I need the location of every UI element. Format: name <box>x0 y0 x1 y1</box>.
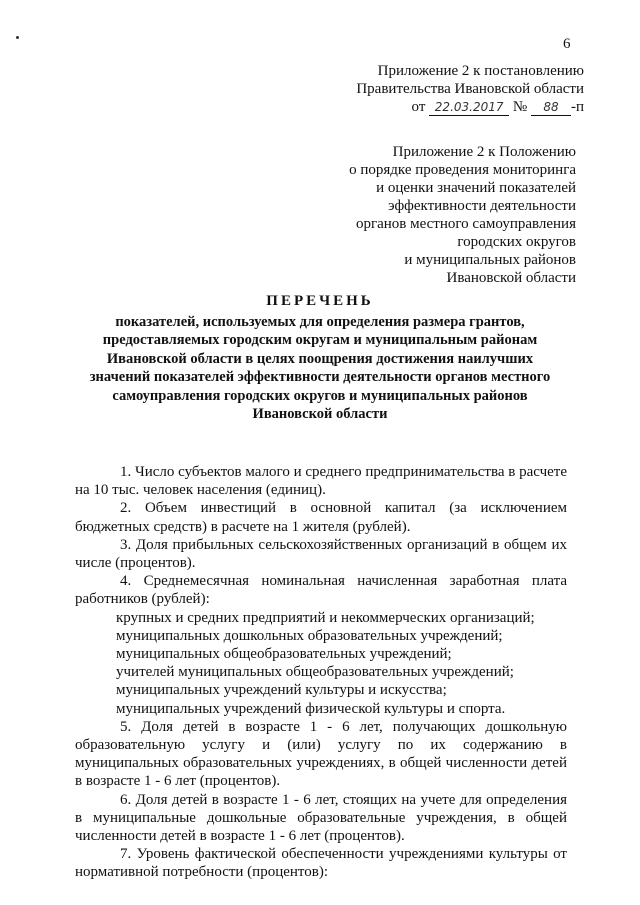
header-line-1: Приложение 2 к постановлению <box>377 63 584 79</box>
sub-header-line: Приложение 2 к Положению <box>392 144 576 160</box>
scan-speck <box>16 36 19 39</box>
salary-subitem: муниципальных дошкольных образовательных учреждений; <box>116 627 503 644</box>
sub-header-line: и оценки значений показателей <box>376 180 576 196</box>
list-item: 3. Доля прибыльных сельскохозяйственных организаций в общем их числе (процентов). <box>75 536 567 572</box>
page-number: 6 <box>563 36 571 52</box>
subtitle-line: показателей, используемых для определения размера грантов, <box>115 314 525 330</box>
sub-header-line: о порядке проведения мониторинга <box>349 162 576 178</box>
handwritten-number: 88 <box>531 100 571 116</box>
salary-subitem: учителей муниципальных общеобразовательных учреждений; <box>116 664 514 681</box>
list-item: 5. Доля детей в возрасте 1 - 6 лет, получающих дошкольную образовательную услугу и (или) услугу по их содержанию в муниципальных образовательных учреждениях, в общей численности детей в возрасте 1 - 6 лет (процентов). <box>75 718 567 790</box>
header-line-date <box>356 98 584 116</box>
indicator-list <box>75 463 567 882</box>
from-label: от <box>411 99 426 115</box>
list-item: 7. Уровень фактической обеспеченности учреждениями культуры от нормативной потребности (процентов): <box>75 846 567 881</box>
list-item: 6. Доля детей в возрасте 1 - 6 лет, стоящих на учете для определения в муниципальные дошкольные образовательные учреждения, в общей численности детей в возрасте 1 - 6 лет (процентов). <box>75 791 567 845</box>
list-item: 2. Объем инвестиций в основной капитал (за исключением бюджетных средств) в расчете на 1 жителя (рублей). <box>75 500 567 535</box>
subtitle-line: самоуправления городских округов и муниципальных районов <box>112 387 528 404</box>
subtitle-line: Ивановской области в целях поощрения достижения наилучших <box>106 350 534 367</box>
subtitle-line: значений показателей эффективности деятельности органов местного <box>89 369 551 386</box>
header-line-2: Правительства Ивановской области <box>356 81 584 97</box>
handwritten-date: 22.03.2017 <box>429 100 509 116</box>
regulation-header <box>349 143 576 287</box>
salary-subitem: муниципальных учреждений физической культуры и спорта. <box>116 700 506 717</box>
number-label: № <box>512 99 528 115</box>
number-suffix: -п <box>570 99 584 115</box>
resolution-header <box>356 62 584 116</box>
subtitle-line: предоставляемых городским округам и муниципальным районам <box>102 332 538 349</box>
document-title: ПЕРЕЧЕНЬ <box>266 293 374 309</box>
sub-header-line: органов местного самоуправления <box>355 216 576 232</box>
sub-header-line: и муниципальных районов <box>404 252 576 268</box>
salary-subitem: муниципальных общеобразовательных учреждений; <box>116 646 452 663</box>
subtitle-line: Ивановской области <box>252 406 388 423</box>
sub-header-line: Ивановской области <box>446 270 576 286</box>
salary-subitem: крупных и средних предприятий и некоммерческих организаций; <box>116 609 535 626</box>
sub-header-line: эффективности деятельности <box>388 198 576 214</box>
list-item: 1. Число субъектов малого и среднего предпринимательства в расчете на 10 тыс. человек населения (единиц). <box>75 464 568 499</box>
document-subtitle <box>80 313 560 423</box>
sub-header-line: городских округов <box>457 234 576 250</box>
list-item: 4. Среднемесячная номинальная начисленная заработная плата работников (рублей): <box>75 573 567 608</box>
salary-subitem: муниципальных учреждений культуры и искусства; <box>116 682 447 699</box>
